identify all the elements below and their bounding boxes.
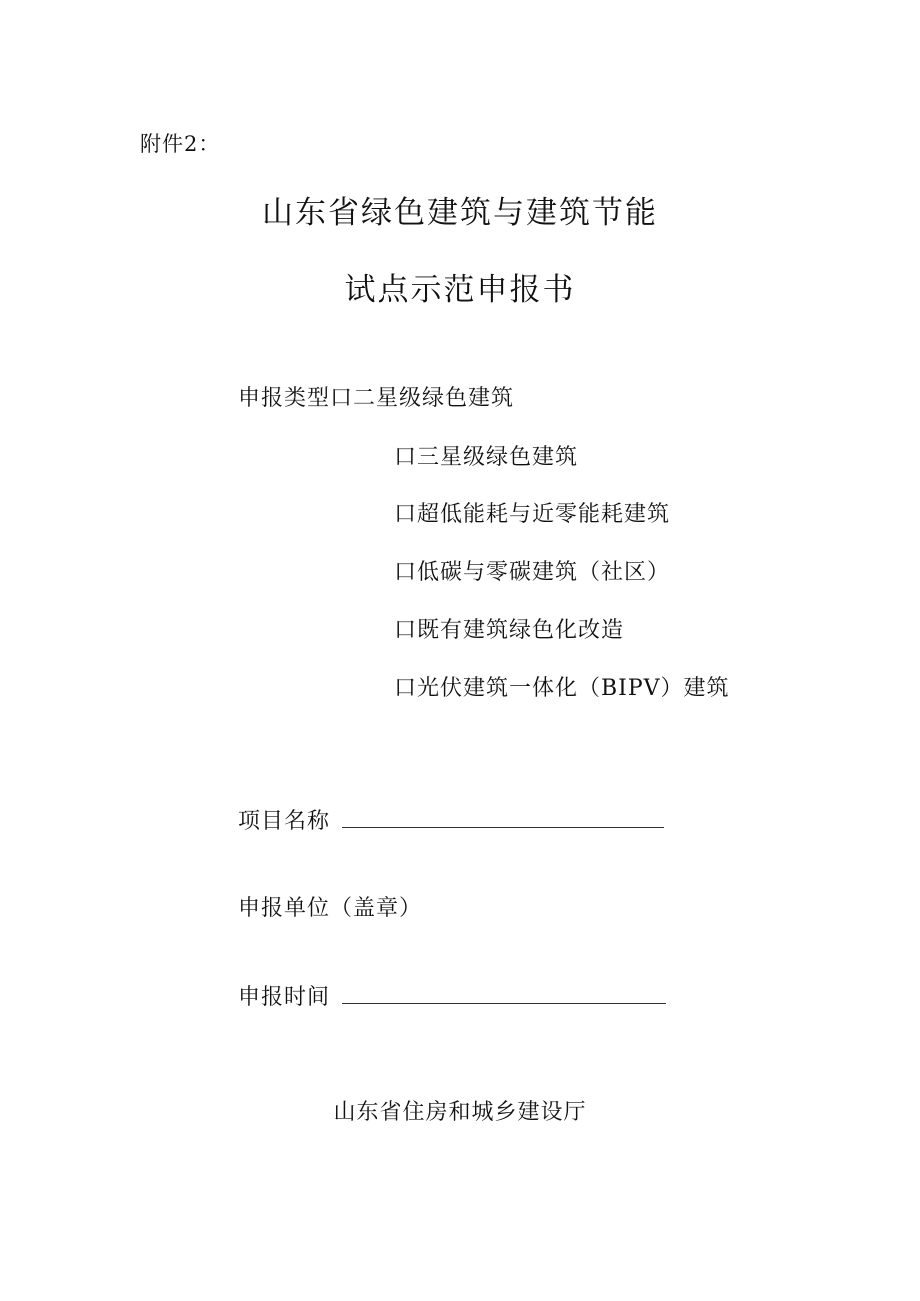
declaration-time-label: 申报时间 xyxy=(238,985,331,1010)
option-bipv-building[interactable]: 口光伏建筑一体化（BIPV）建筑 xyxy=(394,676,730,701)
issuing-authority: 山东省住房和城乡建设厅 xyxy=(333,1100,587,1125)
option-two-star-green-building[interactable]: 口二星级绿色建筑 xyxy=(330,386,515,411)
declaration-time-blank[interactable] xyxy=(342,981,666,1004)
project-name-field xyxy=(238,804,664,835)
declaration-type-row xyxy=(238,381,514,412)
option-low-carbon-building[interactable]: 口低碳与零碳建筑（社区） xyxy=(394,560,671,585)
project-name-blank[interactable] xyxy=(342,805,664,828)
option-three-star-green-building[interactable]: 口三星级绿色建筑 xyxy=(394,445,579,470)
declaration-time-field xyxy=(238,980,666,1011)
project-name-label: 项目名称 xyxy=(238,809,331,834)
declaring-unit-field xyxy=(238,891,422,922)
option-existing-building-retrofit[interactable]: 口既有建筑绿色化改造 xyxy=(394,618,625,643)
option-ultra-low-energy-building[interactable]: 口超低能耗与近零能耗建筑 xyxy=(394,502,671,527)
attachment-label: 附件2： xyxy=(140,132,221,156)
document-title-line-2: 试点示范申报书 xyxy=(344,272,576,308)
declaration-type-label: 申报类型 xyxy=(238,386,331,411)
document-title-line-1: 山东省绿色建筑与建筑节能 xyxy=(262,195,658,231)
declaring-unit-label: 申报单位（盖章） xyxy=(238,896,423,921)
